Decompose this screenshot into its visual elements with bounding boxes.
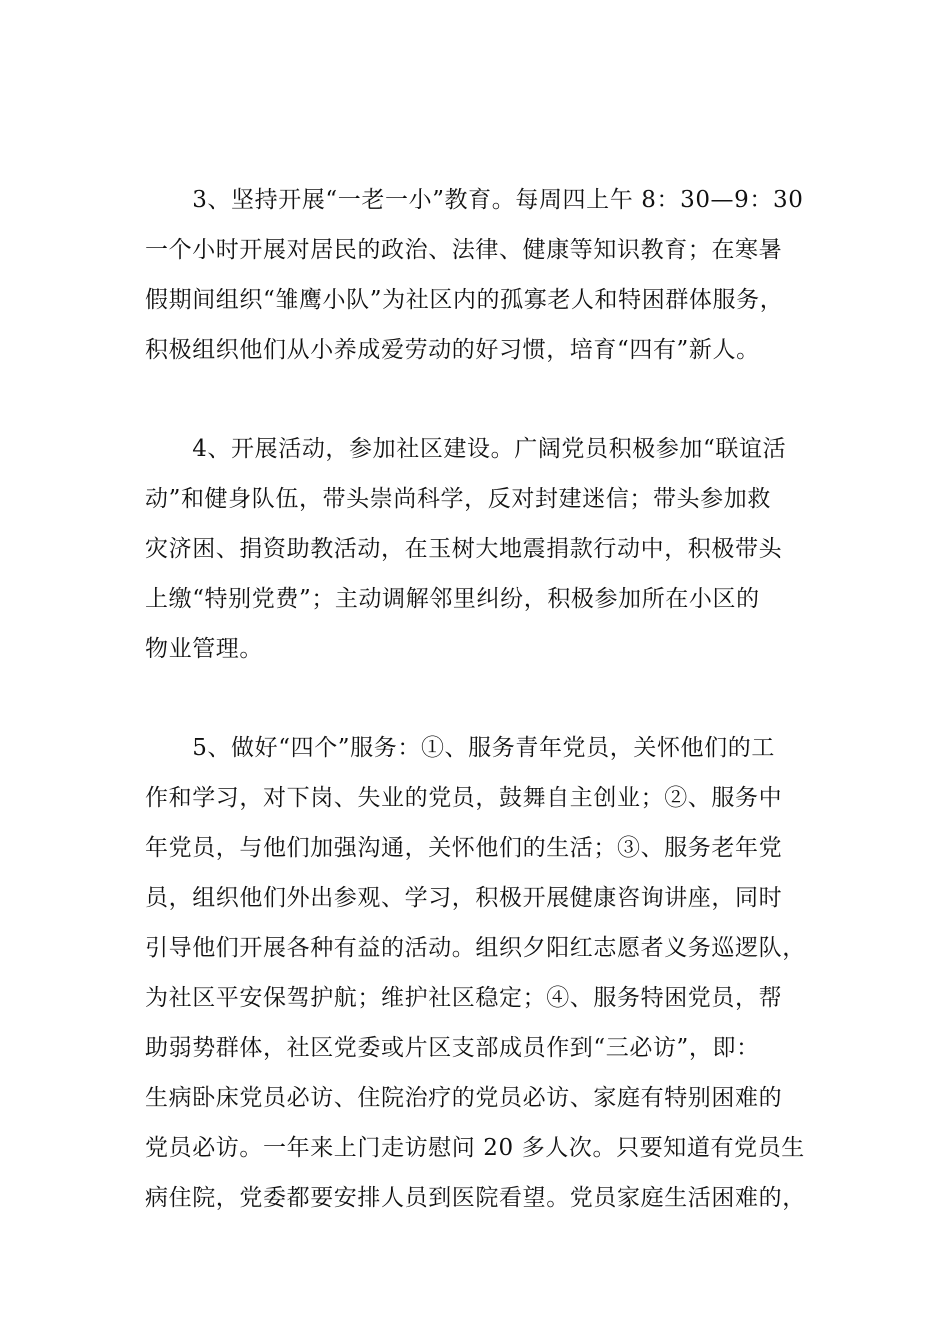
paragraph-line: 党员必访。一年来上门走访慰问 20 多人次。只要知道有党员生: [145, 1135, 805, 1161]
paragraph-3-education: [145, 175, 835, 375]
paragraph-line: 年党员，与他们加强沟通，关怀他们的生活；③、服务老年党: [145, 835, 783, 861]
paragraph-line: 上缴“特别党费”；主动调解邻里纠纷，积极参加所在小区的: [145, 586, 760, 612]
paragraph-line: 积极组织他们从小养成爱劳动的好习惯，培育“四有”新人。: [145, 337, 760, 363]
paragraph-line: 5、做好“四个”服务：①、服务青年党员，关怀他们的工: [145, 735, 775, 761]
paragraph-5-services: [145, 723, 835, 1223]
paragraph-line: 物业管理。: [145, 636, 263, 662]
paragraph-line: 为社区平安保驾护航；维护社区稳定；④、服务特困党员，帮: [145, 985, 783, 1011]
paragraph-line: 生病卧床党员必访、住院治疗的党员必访、家庭有特别困难的: [145, 1085, 783, 1111]
paragraph-line: 引导他们开展各种有益的活动。组织夕阳红志愿者义务巡逻队，: [145, 935, 806, 961]
paragraph-line: 一个小时开展对居民的政治、法律、健康等知识教育；在寒暑: [145, 237, 783, 263]
paragraph-line: 假期间组织“雏鹰小队”为社区内的孤寡老人和特困群体服务，: [145, 287, 784, 313]
paragraph-line: 3、坚持开展“一老一小”教育。每周四上午 8：30—9：30: [145, 187, 804, 213]
paragraph-line: 动”和健身队伍，带头崇尚科学，反对封建迷信；带头参加救: [145, 486, 771, 512]
paragraph-line: 病住院，党委都要安排人员到医院看望。党员家庭生活困难的，: [145, 1185, 806, 1211]
paragraph-4-activities: [145, 424, 835, 674]
paragraph-line: 灾济困、捐资助教活动，在玉树大地震捐款行动中，积极带头: [145, 536, 783, 562]
paragraph-line: 员，组织他们外出参观、学习，积极开展健康咨询讲座，同时: [145, 885, 783, 911]
paragraph-line: 助弱势群体，社区党委或片区支部成员作到“三必访”，即：: [145, 1035, 760, 1061]
paragraph-line: 作和学习，对下岗、失业的党员，鼓舞自主创业；②、服务中: [145, 785, 783, 811]
paragraph-line: 4、开展活动，参加社区建设。广阔党员积极参加“联谊活: [145, 436, 787, 462]
